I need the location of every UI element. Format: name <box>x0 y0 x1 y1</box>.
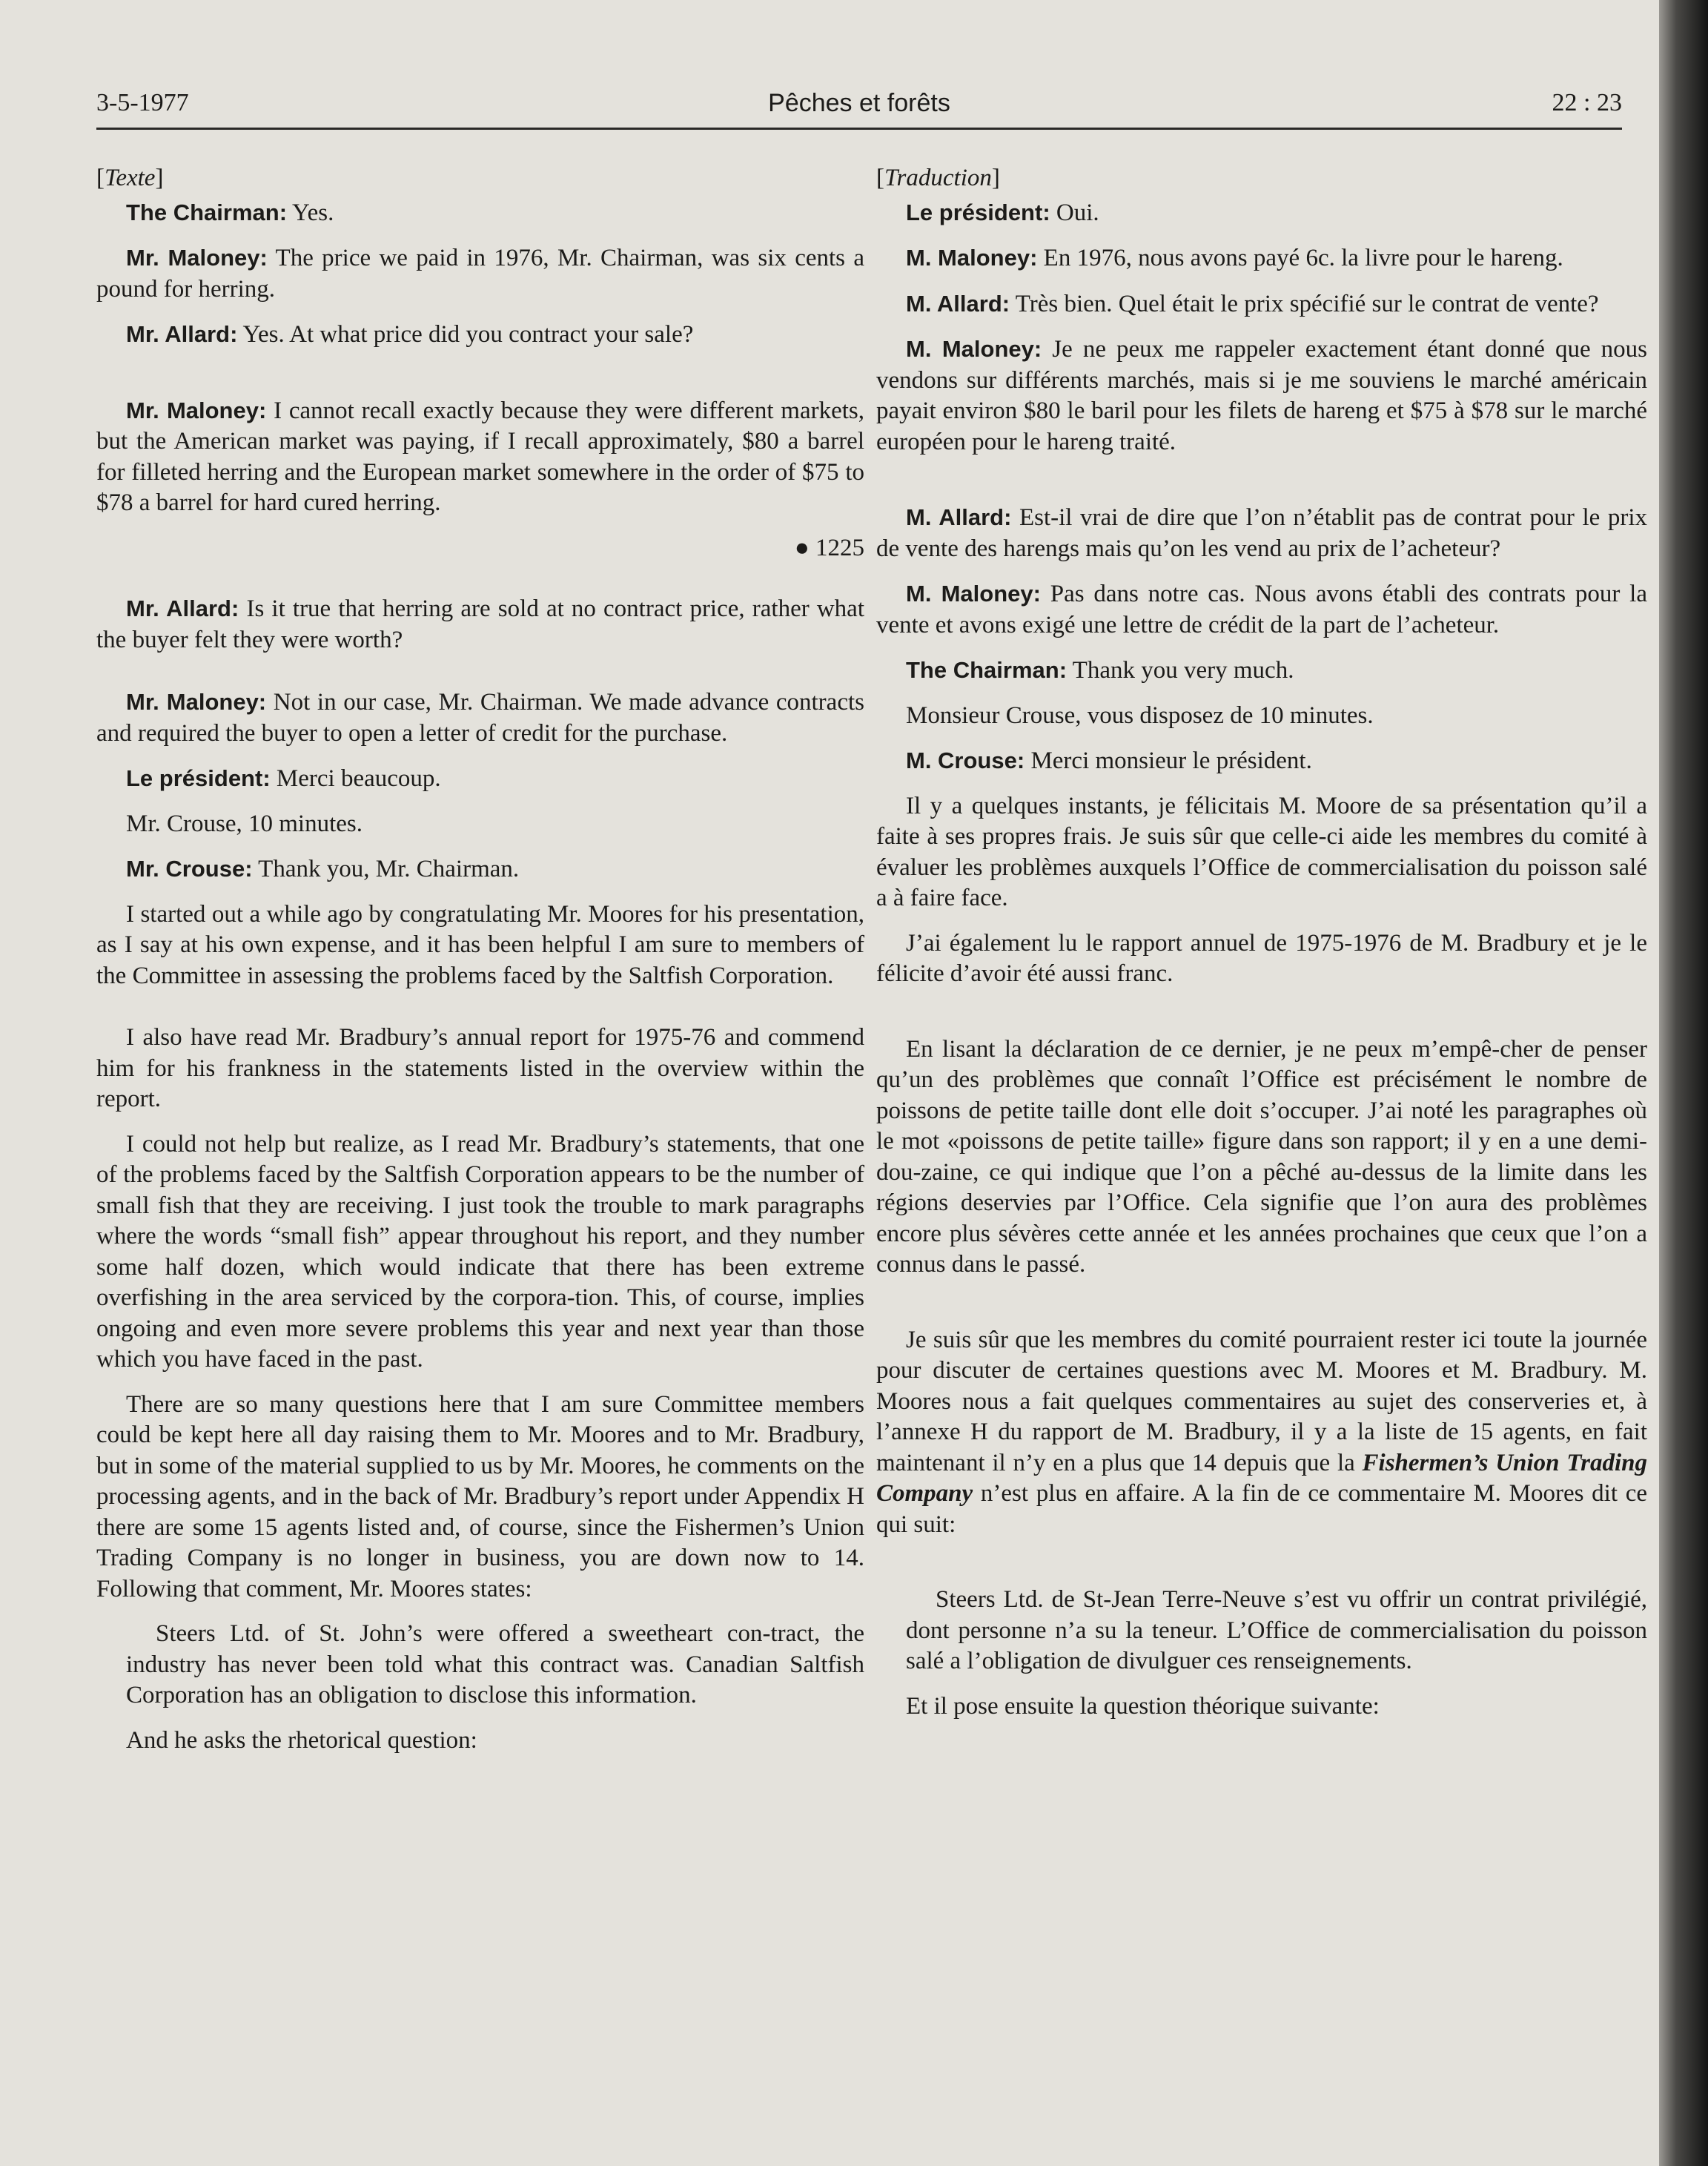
paragraph: Mr. Maloney: I cannot recall exactly because they were different markets, but the American market was paying, if I recall approximately, $80 a barrel for filleted herring and the European market somewhere in the order of $75 to $78 a barrel for hard cured herring. <box>96 397 864 516</box>
paragraph: Mr. Crouse, 10 minutes. <box>126 810 363 837</box>
paragraph: The Chairman: Thank you very much. <box>906 657 1294 684</box>
paragraph: Monsieur Crouse, vous disposez de 10 minutes. <box>906 701 1374 729</box>
paragraph: Mr. Allard: Is it true that herring are sold at no contract price, rather what the buyer felt they were worth? <box>96 595 865 653</box>
paragraph: M. Maloney: Pas dans notre cas. Nous avons établi des contrats pour la vente et avons exigé une lettre de crédit de la part de l’acheteur. <box>876 581 1647 638</box>
paragraph: There are so many questions here that I am sure Committee members could be kept here all day raising them to Mr. Moores and to Mr. Bradbury, but in some of the material supplied to us by Mr. Moores, he comments on the processing agents, and in the back of Mr. Bradbury’s report under Appendix H there are some 15 agents listed and, of course, since the Fishermen’s Union Trading Company is no longer in business, you are down now to 14. Following that comment, Mr. Moores states: <box>96 1390 864 1602</box>
speaker: Mr. Maloney: <box>126 245 268 271</box>
speaker: M. Allard: <box>906 504 1012 530</box>
paragraph: I also have read Mr. Bradbury’s annual report for 1975-76 and commend him for his frankness in the statements listed in the overview within the report. <box>96 1024 864 1112</box>
paragraph: Mr. Crouse: Thank you, Mr. Chairman. <box>126 856 520 882</box>
speaker: Mr. Maloney: <box>126 397 267 423</box>
paragraph: Mr. Allard: Yes. At what price did you contract your sale? <box>126 321 694 348</box>
paragraph: Je suis sûr que les membres du comité pourraient rester ici toute la journée pour discuter de certaines questions avec M. Moores et M. Bradbury. M. Moores nous a fait quelques commentaires au sujet des conserveries et, à l’annexe H du rapport de M. Bradbury, il y a la liste de 15 agents, en fait maintenant il n’y en a plus que 14 depuis que la Fishermen’s Union Trading Company n’est plus en affaire. A la fin de ce commentaire M. Moores dit ce qui suit: <box>876 1326 1647 1538</box>
speaker: Mr. Maloney: <box>126 689 267 715</box>
paragraph: Mr. Maloney: The price we paid in 1976, Mr. Chairman, was six cents a pound for herring. <box>96 245 864 303</box>
speaker: M. Crouse: <box>906 747 1025 773</box>
section-tag: [Traduction] <box>876 165 1000 191</box>
paragraph: J’ai également lu le rapport annuel de 1975-1976 de M. Bradbury et je le félicite d’avoir été aussi franc. <box>876 929 1647 987</box>
speaker: M. Maloney: <box>906 245 1038 271</box>
paragraph: And he asks the rhetorical question: <box>126 1726 477 1754</box>
scan-edge <box>1659 0 1708 2166</box>
paragraph: En lisant la déclaration de ce dernier, je ne peux m’empê-cher de penser qu’un des problèmes que connaît l’Office est précisément le nombre de poissons de petite taille dont elle doit s’occuper. J’ai noté les paragraphes où le mot «poissons de petite taille» figure dans son rapport; il y en a une demi-dou-zaine, ce qui indique que l’on a pêché au-dessus de la limite dans les régions deservies par l’Office. Cela signifie que l’on aura des problèmes encore plus sévères cette année et les années prochaines que ceux que l’on a connus dans le passé. <box>876 1035 1647 1278</box>
speaker: Mr. Allard: <box>126 321 238 347</box>
paragraph: Le président: Merci beaucoup. <box>126 765 441 792</box>
speaker: The Chairman: <box>126 199 288 225</box>
french-column <box>876 163 1647 1736</box>
time-marker: ● 1225 <box>794 534 864 561</box>
english-column <box>96 163 864 1770</box>
speaker: M. Maloney: <box>906 581 1041 607</box>
paragraph: Et il pose ensuite la question théorique suivante: <box>906 1692 1380 1720</box>
paragraph: M. Allard: Très bien. Quel était le prix spécifié sur le contrat de vente? <box>906 290 1599 317</box>
header-title: Pêches et forêts <box>768 89 950 117</box>
paragraph: M. Crouse: Merci monsieur le président. <box>906 747 1312 774</box>
speaker: M. Maloney: <box>906 336 1042 362</box>
paragraph: I could not help but realize, as I read Mr. Bradbury’s statements, that one of the problems faced by the Saltfish Corporation appears to be the number of small fish that they are receiving. I just took the trouble to mark paragraphs where the words “small fish” appear throughout his report, and they number some half dozen, which would indicate that there has been extreme overfishing in the area serviced by the corpora-tion. This, of course, implies ongoing and even more severe problems this year and next year than those which you have faced in the past. <box>96 1130 864 1373</box>
header-page-number: 22 : 23 <box>1552 89 1622 116</box>
paragraph: Le président: Oui. <box>906 199 1099 226</box>
header-date: 3-5-1977 <box>96 89 189 116</box>
paragraph: M. Maloney: Je ne peux me rappeler exactement étant donné que nous vendons sur différents marchés, mais si je me souviens le marché américain payait environ $80 le baril pour les filets de hareng et $75 à $78 sur le marché européen pour le hareng traité. <box>876 336 1647 455</box>
block-quote: Steers Ltd. of St. John’s were offered a sweetheart con-tract, the industry has never been told what this contract was. Canadian Saltfish Corporation has an obligation to disclose this information. <box>126 1620 864 1708</box>
paragraph: M. Allard: Est-il vrai de dire que l’on n’établit pas de contrat pour le prix de vente des harengs mais qu’on les vend au prix de l’acheteur? <box>876 504 1648 562</box>
speaker: The Chairman: <box>906 657 1068 683</box>
company-name: Fishermen’s Union Trading Company <box>876 1449 1647 1507</box>
speaker: Mr. Allard: <box>126 595 239 621</box>
speaker: M. Allard: <box>906 290 1010 317</box>
paragraph: I started out a while ago by congratulating Mr. Moores for his presentation, as I say at his own expense, and it has been helpful I am sure to members of the Committee in assessing the problems faced by the Saltfish Corporation. <box>96 900 864 989</box>
block-quote: Steers Ltd. de St-Jean Terre-Neuve s’est vu offrir un contrat privilégié, dont personne n’a su la teneur. L’Office de commercialisation du poisson salé a l’obligation de divulguer ces renseignements. <box>906 1586 1647 1674</box>
paragraph: Il y a quelques instants, je félicitais M. Moore de sa présentation qu’il a faite à ses propres frais. Je suis sûr que celle-ci aide les membres du comité à évaluer les problèmes auxquels l’Office de commercialisation du poisson salé a à faire face. <box>876 792 1647 911</box>
paragraph: Mr. Maloney: Not in our case, Mr. Chairman. We made advance contracts and required the buyer to open a letter of credit for the purchase. <box>96 689 864 747</box>
speaker: Le président: <box>126 765 271 791</box>
speaker: Le président: <box>906 199 1050 225</box>
page-header <box>96 83 1622 130</box>
paragraph: M. Maloney: En 1976, nous avons payé 6c. la livre pour le hareng. <box>906 245 1563 271</box>
section-tag: [Texte] <box>96 165 164 191</box>
speaker: Mr. Crouse: <box>126 856 253 882</box>
paragraph: The Chairman: Yes. <box>126 199 334 226</box>
